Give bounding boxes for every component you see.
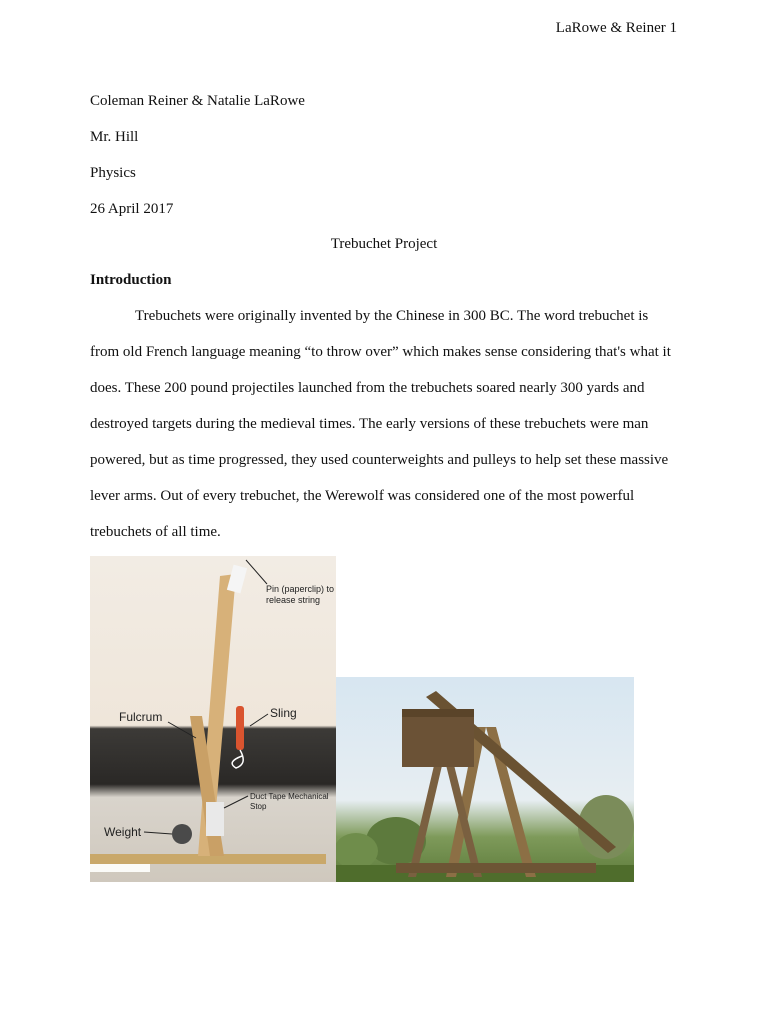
- annotation-weight: Weight: [104, 825, 142, 839]
- instructor-name: Mr. Hill: [90, 129, 139, 145]
- full-size-trebuchet-photo: [336, 677, 634, 882]
- annotation-fulcrum: Fulcrum: [119, 710, 163, 724]
- running-head: LaRowe & Reiner 1: [555, 20, 677, 36]
- annotation-pin: Pin (paperclip) to release string: [266, 584, 335, 605]
- course-name: Physics: [90, 165, 136, 181]
- author-names: Coleman Reiner & Natalie LaRowe: [90, 93, 305, 109]
- paper-title: Trebuchet Project: [330, 236, 438, 252]
- annotation-sling: Sling: [270, 706, 297, 720]
- introduction-paragraph: Trebuchets were originally invented by the Chinese in 300 BC. The word trebuchet is from old French language meaning “to throw over” which makes sense considering that's what it does. These 200 pound projectiles launched from the trebuchets soared nearly 300 yards and destroyed targets during the medieval times. The early versions of these trebuchets were man powered, but as time progressed, they used counterweights and pulleys to help set these massive lever arms. Out of every trebuchet, the Werewolf was considered one of the most powerful trebuchets of all time.: [90, 308, 671, 540]
- model-trebuchet-photo: [90, 556, 336, 882]
- full-size-trebuchet-illustration: [336, 677, 634, 882]
- annotation-duct-tape-stop: Duct Tape Mechanical Stop: [250, 792, 329, 811]
- paper-date: 26 April 2017: [90, 201, 174, 217]
- section-heading-introduction: Introduction: [90, 272, 172, 288]
